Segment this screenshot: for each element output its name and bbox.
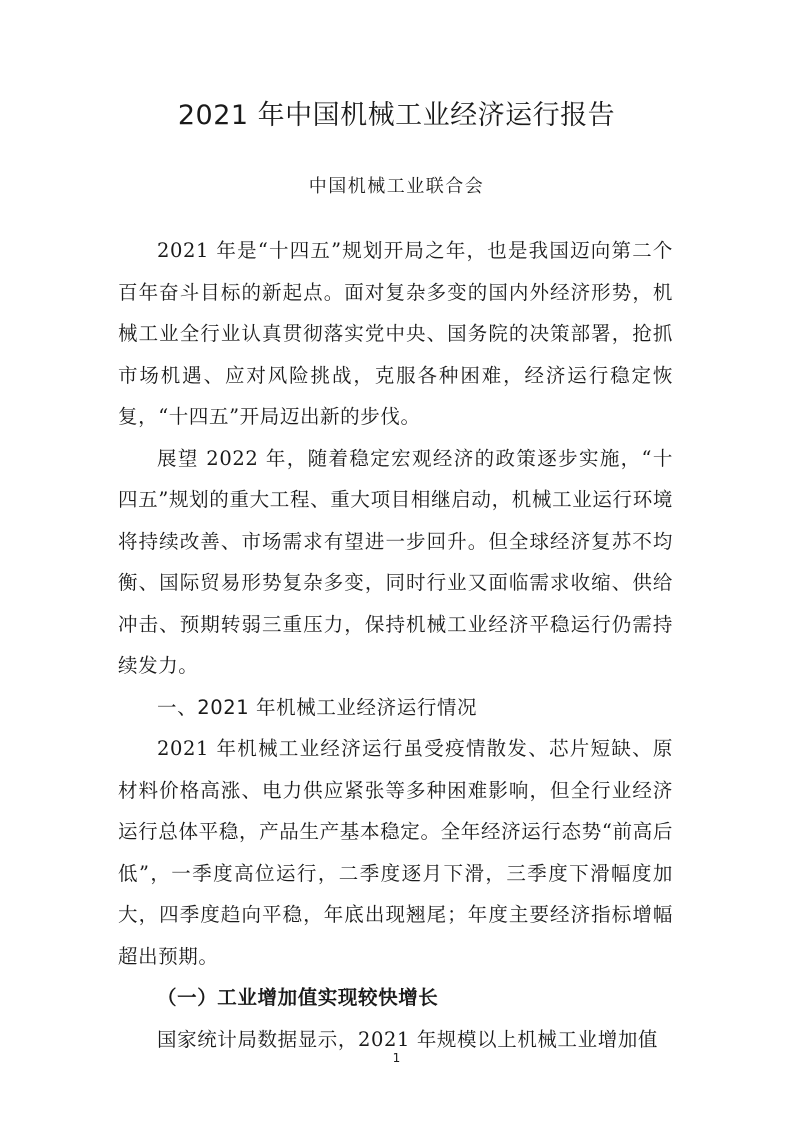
- subsection-1-paragraph: 国家统计局数据显示，2021 年规模以上机械工业增加值: [157, 1027, 659, 1051]
- document-title: 2021 年中国机械工业经济运行报告: [177, 100, 616, 131]
- page-number: 1: [392, 1051, 401, 1065]
- section-1-paragraph: 2021 年机械工业经济运行虽受疫情散发、芯片短缺、原材料价格高涨、电力供应紧张等多种困难影响，但全行业经济运行总体平稳，产品生产基本稳定。全年经济运行态势“前高后低”，一季度高位运行，二季度逐月下滑，三季度下滑幅度加大，四季度趋向平稳，年底出现翘尾；年度主要经济指标增幅超出预期。: [118, 737, 673, 968]
- document-body: [118, 230, 673, 1060]
- section-1-heading: 一、2021 年机械工业经济运行情况: [157, 695, 478, 719]
- document-author: 中国机械工业联合会: [308, 176, 485, 197]
- intro-paragraph-1: 2021 年是“十四五”规划开局之年，也是我国迈向第二个百年奋斗目标的新起点。面对复杂多变的国内外经济形势，机械工业全行业认真贯彻落实党中央、国务院的决策部署，抢抓市场机遇、应对风险挑战，克服各种困难，经济运行稳定恢复，“十四五”开局迈出新的步伐。: [118, 239, 673, 428]
- intro-paragraph-2: 展望 2022 年，随着稳定宏观经济的政策逐步实施，“十四五”规划的重大工程、重大项目相继启动，机械工业运行环境将持续改善、市场需求有望进一步回升。但全球经济复苏不均衡、国际贸易形势复杂多变，同时行业又面临需求收缩、供给冲击、预期转弱三重压力，保持机械工业经济平稳运行仍需持续发力。: [118, 446, 673, 677]
- subsection-1-heading: （一）工业增加值实现较快增长: [157, 986, 439, 1009]
